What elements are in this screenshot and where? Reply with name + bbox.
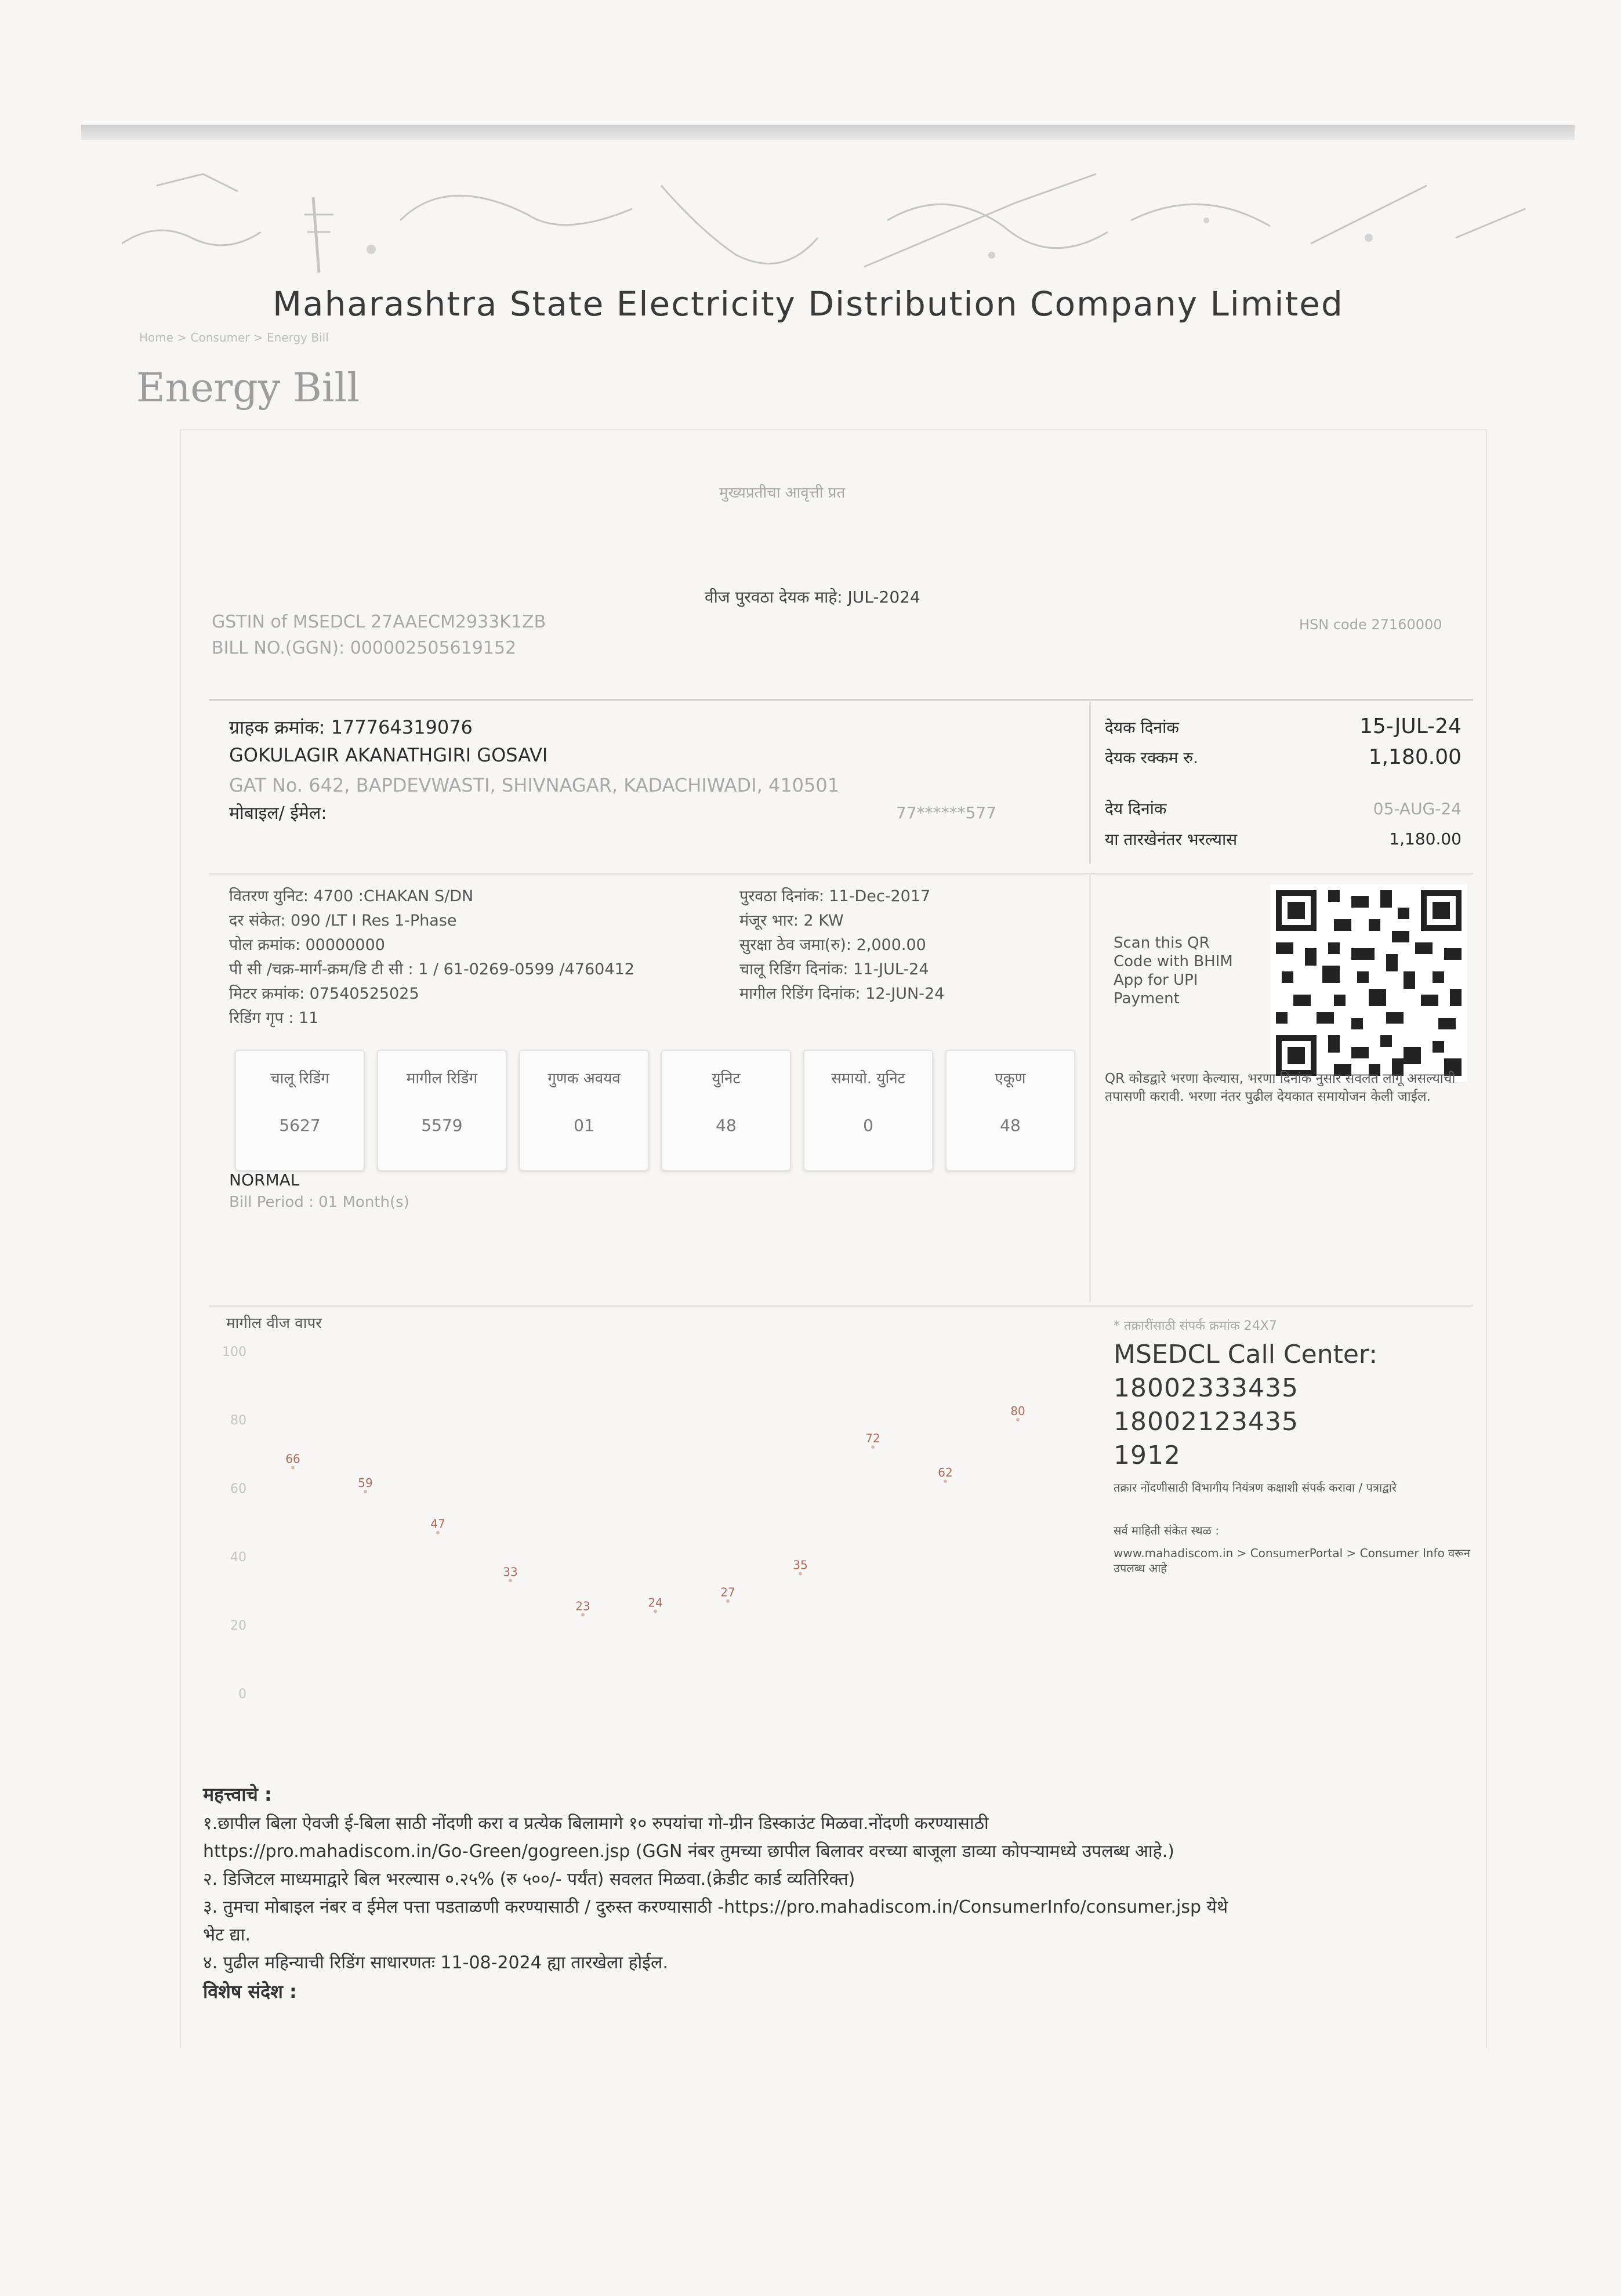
- reading-value: 0: [863, 1116, 873, 1135]
- vertical-divider: [1089, 702, 1091, 864]
- y-tick-label: 80: [230, 1413, 246, 1428]
- reading-header: मागील रिडिंग: [406, 1070, 478, 1087]
- after-due-label: या तारखेनंतर भरल्यास: [1105, 830, 1238, 849]
- divider: [209, 1305, 1473, 1307]
- bill-amount: 1,180.00: [1368, 745, 1462, 769]
- callcenter-note: तक्रार नोंदणीसाठी विभागीय नियंत्रण कक्षाशी संपर्क करावा / पत्राद्वारे: [1114, 1481, 1397, 1495]
- page-title: Energy Bill: [136, 365, 360, 411]
- usage-point: [944, 1479, 947, 1483]
- company-name: Maharashtra State Electricity Distribution Company Limited: [273, 284, 1344, 324]
- detail-supply-date: पुरवठा दिनांक: 11-Dec-2017: [739, 887, 931, 905]
- usage-point: [436, 1531, 440, 1535]
- mobile-value: 77******577: [896, 803, 997, 822]
- qr-instructions: Scan this QR Code with BHIM App for UPI Payment: [1114, 934, 1233, 1007]
- reading-value: 01: [574, 1116, 594, 1135]
- reading-box-current: [235, 1050, 365, 1171]
- callcenter-number[interactable]: 1912: [1114, 1441, 1181, 1470]
- bill-number: BILL NO.(GGN): 000002505619152: [212, 638, 517, 658]
- important-heading: महत्त्वाचे :: [203, 1783, 272, 1805]
- usage-data-label: 62: [938, 1466, 953, 1480]
- bill-date-label: देयक दिनांक: [1105, 718, 1179, 737]
- header-banner-illustration: [122, 151, 1572, 290]
- reading-value: 48: [716, 1116, 737, 1135]
- vertical-divider: [1089, 873, 1091, 1302]
- copy-label: मुख्यप्रतीचा आवृत्ती प्रत: [719, 484, 846, 502]
- y-tick-label: 100: [222, 1345, 246, 1359]
- usage-point: [1016, 1418, 1020, 1421]
- reading-header: एकूण: [995, 1070, 1026, 1087]
- usage-data-label: 66: [285, 1452, 300, 1466]
- usage-point: [364, 1490, 367, 1493]
- usage-data-label: 47: [430, 1517, 445, 1531]
- bill-date: 15-JUL-24: [1359, 714, 1462, 738]
- consumption-history-chart: [215, 1311, 1085, 1717]
- callcenter-number[interactable]: 18002123435: [1114, 1407, 1299, 1437]
- bill-amount-label: देयक रक्कम रु.: [1105, 748, 1199, 767]
- usage-point: [871, 1445, 875, 1449]
- reading-header: चालू रिडिंग: [270, 1070, 329, 1087]
- hsn-code: HSN code 27160000: [1299, 616, 1442, 633]
- usage-data-label: 33: [503, 1565, 518, 1579]
- bill-card: [180, 429, 1487, 2048]
- reading-box-adjusted-units: [803, 1050, 933, 1171]
- important-link-line[interactable]: ३. तुमचा मोबाइल नंबर व ईमेल पत्ता पडताळणी करण्यासाठी / दुरुस्त करण्यासाठी -https://pro.mahadiscom.in/ConsumerInfo/consumer.jsp येथे: [203, 1897, 1228, 1917]
- usage-data-label: 27: [720, 1585, 735, 1599]
- detail-unit: वितरण युनिट: 4700 :CHAKAN S/DN: [229, 887, 474, 905]
- usage-point: [726, 1599, 730, 1603]
- usage-data-label: 59: [358, 1475, 373, 1490]
- important-line: ४. पुढील महिन्याची रिडिंग साधारणतः 11-08-2024 ह्या तारखेला होईल.: [203, 1953, 668, 1973]
- usage-point: [799, 1572, 802, 1576]
- usage-point: [654, 1609, 657, 1613]
- reading-value: 5627: [279, 1116, 321, 1135]
- detail-tariff: दर संकेत: 090 /LT I Res 1-Phase: [229, 912, 457, 930]
- callcenter-number[interactable]: 18002333435: [1114, 1373, 1299, 1403]
- detail-sanctioned-load: मंजूर भार: 2 KW: [739, 912, 844, 930]
- callcenter-small: * तक्रारींसाठी संपर्क क्रमांक 24X7: [1114, 1319, 1277, 1333]
- detail-current-reading-date: चालू रिडिंग दिनांक: 11-JUL-24: [739, 960, 929, 978]
- detail-meter: मिटर क्रमांक: 07540525025: [229, 985, 419, 1003]
- reading-box-multiplier: [519, 1050, 649, 1171]
- usage-data-label: 80: [1010, 1404, 1025, 1418]
- top-rule: [81, 125, 1575, 140]
- callcenter-title: MSEDCL Call Center:: [1114, 1340, 1378, 1369]
- chart-title: मागील वीज वापर: [226, 1315, 322, 1332]
- gstin: GSTIN of MSEDCL 27AAECM2933K1ZB: [212, 612, 546, 632]
- mobile-label: मोबाइल/ ईमेल:: [229, 803, 327, 824]
- important-line: १.छापील बिला ऐवजी ई-बिला साठी नोंदणी करा व प्रत्येक बिलामागे १० रुपयांचा गो-ग्रीन डिस्काउंट मिळवा.नोंदणी करण्यासाठी: [203, 1813, 989, 1834]
- important-line: भेट द्या.: [203, 1925, 251, 1945]
- breadcrumb[interactable]: Home > Consumer > Energy Bill: [139, 331, 329, 344]
- reading-box-total: [945, 1050, 1075, 1171]
- bill-month-line: वीज पुरवठा देयक माहे: JUL-2024: [705, 587, 920, 607]
- reading-header: युनिट: [712, 1070, 741, 1087]
- usage-point: [509, 1579, 512, 1582]
- detail-previous-reading-date: मागील रिडिंग दिनांक: 12-JUN-24: [739, 985, 945, 1003]
- y-tick-label: 20: [230, 1619, 246, 1633]
- usage-point: [291, 1466, 295, 1470]
- reading-value: 48: [1000, 1116, 1021, 1135]
- divider: [209, 873, 1473, 875]
- reading-box-units: [661, 1050, 791, 1171]
- reading-header: समायो. युनिट: [831, 1070, 905, 1087]
- due-date: 05-AUG-24: [1373, 799, 1462, 818]
- bill-period: Bill Period : 01 Month(s): [229, 1194, 409, 1211]
- divider: [209, 699, 1473, 701]
- important-link-line[interactable]: https://pro.mahadiscom.in/Go-Green/gogreen.jsp (GGN नंबर तुमच्या छापील बिलावर वरच्या बाजूला डाव्या कोपऱ्यामध्ये उपलब्ध आहे.): [203, 1841, 1174, 1862]
- reading-value: 5579: [421, 1116, 463, 1135]
- important-line: २. डिजिटल माध्यमाद्वारे बिल भरल्यास ०.२५% (रु ५००/- पर्यंत) सवलत मिळवा.(क्रेडीट कार्ड व्यतिरिक्त): [203, 1869, 855, 1889]
- upi-qr-code[interactable]: [1270, 884, 1467, 1082]
- usage-data-label: 23: [575, 1599, 590, 1613]
- detail-pole: पोल क्रमांक: 00000000: [229, 936, 385, 954]
- detail-security-deposit: सुरक्षा ठेव जमा(रु): 2,000.00: [739, 936, 926, 954]
- detail-reading-group: रिडिंग गृप : 11: [229, 1009, 319, 1027]
- y-tick-label: 60: [230, 1482, 246, 1496]
- consumer-number: ग्राहक क्रमांक: 177764319076: [229, 716, 473, 738]
- consumer-address: GAT No. 642, BAPDEVWASTI, SHIVNAGAR, KADACHIWADI, 410501: [229, 774, 840, 796]
- after-due-amount: 1,180.00: [1389, 829, 1462, 848]
- qr-note: QR कोडद्वारे भरणा केल्यास, भरणा दिनांक नुसार सवलत लागू असल्याची तपासणी करावी. भरणा नंतर पुढील देयकात समायोजन केली जाईल.: [1105, 1071, 1456, 1104]
- callcenter-note: सर्व माहिती संकेत स्थळ :: [1114, 1524, 1219, 1537]
- reading-header: गुणक अवयव: [547, 1070, 621, 1087]
- usage-data-label: 72: [865, 1431, 880, 1446]
- due-date-label: देय दिनांक: [1105, 799, 1167, 818]
- consumer-name: GOKULAGIR AKANATHGIRI GOSAVI: [229, 744, 548, 766]
- usage-point: [581, 1613, 585, 1616]
- y-tick-label: 0: [238, 1687, 246, 1702]
- usage-data-label: 24: [648, 1595, 663, 1610]
- special-message-label: विशेष संदेश :: [203, 1981, 297, 2003]
- reading-box-previous: [377, 1050, 507, 1171]
- reading-status: NORMAL: [229, 1170, 300, 1189]
- y-tick-label: 40: [230, 1550, 246, 1565]
- detail-route: पी सी /चक्र-मार्ग-क्रम/डि टी सी : 1 / 61-0269-0599 /4760412: [229, 960, 634, 978]
- usage-data-label: 35: [793, 1558, 808, 1572]
- callcenter-link[interactable]: www.mahadiscom.in > ConsumerPortal > Consumer Info वरून उपलब्ध आहे: [1114, 1546, 1470, 1575]
